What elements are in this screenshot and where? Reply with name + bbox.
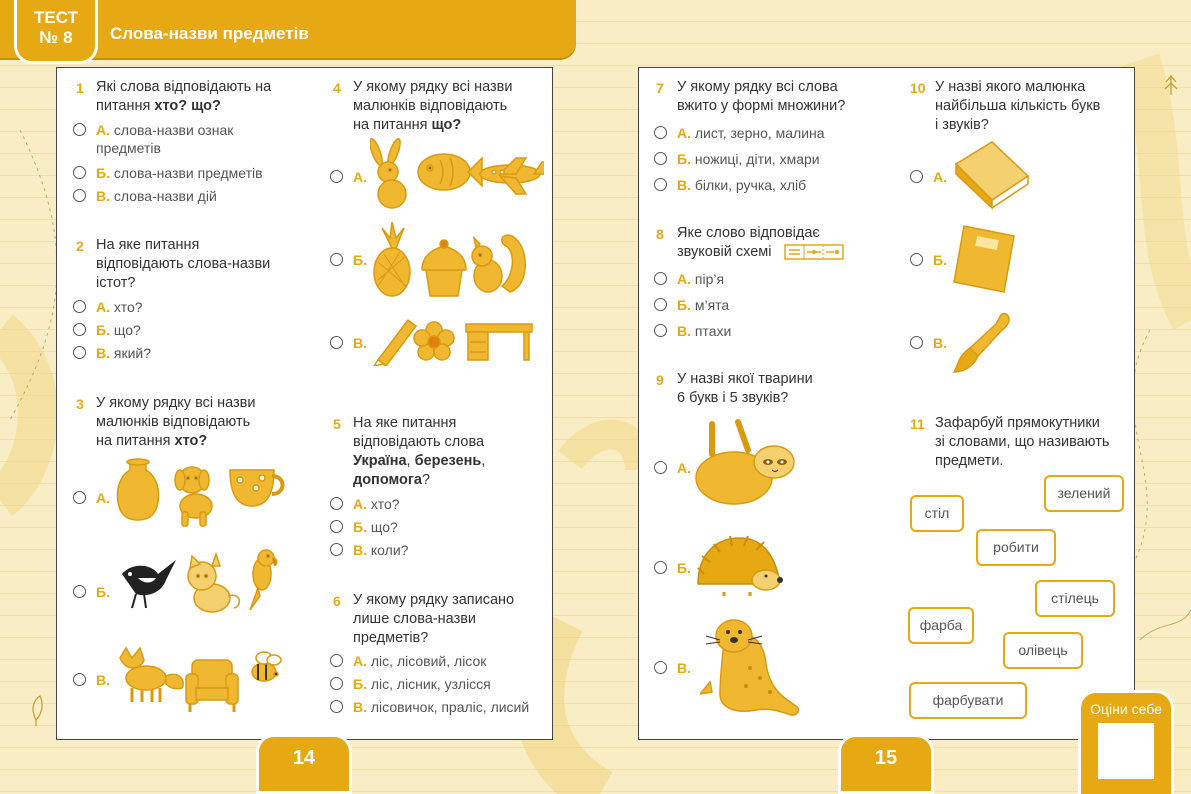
- radio-q3-b[interactable]: [73, 585, 86, 598]
- radio-q6-a[interactable]: [330, 654, 343, 667]
- radio-q8-b[interactable]: [654, 298, 667, 311]
- radio-q10-b[interactable]: [910, 253, 923, 266]
- word-box[interactable]: фарбувати: [909, 682, 1027, 719]
- q3-option-a-pictures: [112, 456, 292, 530]
- squirrel-icon: [472, 235, 525, 292]
- radio-q5-c[interactable]: [330, 543, 343, 556]
- question-number: 6: [333, 593, 341, 609]
- option-q8-c[interactable]: В. птахи: [677, 323, 732, 339]
- hedgehog-icon: [694, 534, 784, 598]
- option-q10-c[interactable]: В.: [933, 335, 947, 351]
- radio-q6-c[interactable]: [330, 700, 343, 713]
- question-number: 8: [656, 226, 664, 242]
- q3-option-b-pictures: [116, 546, 286, 624]
- question-2-text: На яке питання відповідають слова-назви істот?: [96, 237, 271, 291]
- puppy-icon: [175, 467, 212, 526]
- option-q2-a[interactable]: А. хто?: [96, 299, 143, 315]
- fox-icon: [120, 648, 183, 702]
- question-number: 4: [333, 80, 341, 96]
- tree-icon: [1165, 75, 1177, 95]
- flower-icon: [414, 322, 454, 360]
- seal-icon: [700, 612, 810, 722]
- option-q1-a[interactable]: А. слова-назви ознак предметів: [96, 122, 234, 156]
- notebook-icon: [952, 222, 1018, 294]
- radio-q4-c[interactable]: [330, 336, 343, 349]
- sound-scheme-icon: [784, 243, 844, 261]
- radio-q6-b[interactable]: [330, 677, 343, 690]
- option-q1-b[interactable]: Б. слова-назви предметів: [96, 165, 263, 181]
- fish-icon: [418, 154, 482, 190]
- question-number: 11: [910, 416, 925, 432]
- airplane-icon: [480, 158, 544, 194]
- question-number: 1: [76, 80, 84, 96]
- question-number: 2: [76, 238, 84, 254]
- q4-option-c-pictures: [370, 316, 536, 366]
- radio-q3-a[interactable]: [73, 491, 86, 504]
- question-number: 3: [76, 396, 84, 412]
- question-3-text: У якому рядку всі назви малюнків відповідають на питання хто?: [96, 395, 256, 449]
- pencil-icon: [374, 320, 416, 366]
- question-4-text: У якому рядку всі назви малюнків відповідають на питання що?: [353, 79, 513, 133]
- page-title: Слова-назви предметів: [110, 24, 309, 43]
- question-1-text: Які слова відповідають на питання хто? що?: [96, 79, 272, 114]
- q4-option-a-pictures: [370, 138, 544, 212]
- question-10-text: У назві якого малюнка найбільша кількість букв і звуків?: [935, 79, 1101, 133]
- cup-icon: [230, 470, 283, 506]
- radio-q7-a[interactable]: [654, 126, 667, 139]
- cupcake-icon: [422, 240, 466, 296]
- question-number: 9: [656, 372, 664, 388]
- radio-q2-b[interactable]: [73, 323, 86, 336]
- radio-q2-a[interactable]: [73, 300, 86, 313]
- word-box[interactable]: робити: [976, 529, 1056, 566]
- word-box[interactable]: стілець: [1035, 580, 1115, 617]
- radio-q2-c[interactable]: [73, 346, 86, 359]
- self-evaluation-panel: [1078, 690, 1174, 794]
- radio-q8-c[interactable]: [654, 324, 667, 337]
- book-icon: [952, 140, 1032, 210]
- radio-q3-c[interactable]: [73, 673, 86, 686]
- word-box[interactable]: олівець: [1003, 632, 1083, 669]
- question-6-text: У якому рядку записано лише слова-назви предметів?: [353, 592, 515, 646]
- pineapple-icon: [374, 222, 410, 296]
- q3-option-c-pictures: [116, 642, 284, 716]
- option-q2-c[interactable]: В. який?: [96, 345, 152, 361]
- question-9-text: У назві якої тварини 6 букв і 5 звуків?: [677, 371, 813, 406]
- option-q9-c[interactable]: В.: [677, 660, 691, 676]
- question-7-text: У якому рядку всі слова вжито у формі множини?: [677, 79, 846, 114]
- radio-q9-c[interactable]: [654, 661, 667, 674]
- option-q4-a[interactable]: А.: [353, 169, 367, 185]
- parrot-icon: [250, 550, 277, 610]
- radio-q1-b[interactable]: [73, 166, 86, 179]
- option-q10-a[interactable]: А.: [933, 169, 947, 185]
- vase-icon: [118, 459, 159, 520]
- option-q7-a[interactable]: А. лист, зерно, малина: [677, 125, 825, 141]
- option-q2-b[interactable]: Б. що?: [96, 322, 141, 338]
- bee-icon: [252, 652, 281, 681]
- test-number: № 8: [39, 28, 73, 47]
- feather-icon: [33, 696, 42, 726]
- question-number: 5: [333, 416, 341, 432]
- question-5-text: На яке питання відповідають слова Україна, березень, допомога?: [353, 415, 486, 488]
- option-q5-a[interactable]: А. хто?: [353, 496, 400, 512]
- rabbit-icon: [370, 138, 406, 208]
- option-q4-c[interactable]: В.: [353, 335, 367, 351]
- option-q5-c[interactable]: В. коли?: [353, 542, 409, 558]
- magpie-icon: [122, 560, 176, 608]
- option-q6-a[interactable]: А. ліс, лісовий, лісок: [353, 653, 487, 669]
- option-q4-b[interactable]: Б.: [353, 252, 367, 268]
- page-number-left: 14: [256, 734, 352, 794]
- radio-q10-c[interactable]: [910, 336, 923, 349]
- option-q6-b[interactable]: Б. ліс, лісник, узлісся: [353, 676, 491, 692]
- self-evaluation-label: Оціни себе: [1090, 701, 1162, 717]
- option-q3-c[interactable]: В.: [96, 672, 110, 688]
- option-q8-b[interactable]: Б. м’ята: [677, 297, 730, 313]
- question-number: 7: [656, 80, 664, 96]
- radio-q4-b[interactable]: [330, 253, 343, 266]
- option-q3-a[interactable]: А.: [96, 490, 110, 506]
- page-number-right: 15: [838, 734, 934, 794]
- radio-q1-a[interactable]: [73, 123, 86, 136]
- radio-q7-b[interactable]: [654, 152, 667, 165]
- question-11-text: Зафарбуй прямокутники зі словами, що називають предмети.: [935, 415, 1110, 469]
- radio-q5-a[interactable]: [330, 497, 343, 510]
- word-box[interactable]: фарба: [908, 607, 974, 644]
- word-box[interactable]: стіл: [910, 495, 964, 532]
- option-q5-b[interactable]: Б. що?: [353, 519, 398, 535]
- radio-q7-c[interactable]: [654, 178, 667, 191]
- self-evaluation-box[interactable]: [1098, 723, 1154, 779]
- option-q6-c[interactable]: В. лісовичок, праліс, лисий: [353, 699, 530, 715]
- option-q1-c[interactable]: В. слова-назви дій: [96, 188, 217, 204]
- radio-q9-a[interactable]: [654, 461, 667, 474]
- question-8-text: Яке слово відповідає звуковій схемі: [677, 225, 820, 260]
- armchair-icon: [186, 660, 238, 712]
- radio-q10-a[interactable]: [910, 170, 923, 183]
- radio-q5-b[interactable]: [330, 520, 343, 533]
- option-q9-a[interactable]: А.: [677, 460, 691, 476]
- test-badge: [14, 0, 98, 64]
- paintbrush-icon: [950, 310, 1012, 376]
- sloth-icon: [694, 418, 804, 510]
- question-number: 10: [910, 80, 926, 96]
- option-q3-b[interactable]: Б.: [96, 584, 110, 600]
- option-q7-c[interactable]: В. білки, ручка, хліб: [677, 177, 807, 193]
- option-q9-b[interactable]: Б.: [677, 560, 691, 576]
- radio-q8-a[interactable]: [654, 272, 667, 285]
- test-label: ТЕСТ: [34, 8, 78, 27]
- q4-option-b-pictures: [370, 222, 530, 300]
- desk-icon: [466, 324, 532, 360]
- kitten-icon: [188, 554, 239, 612]
- word-box[interactable]: зелений: [1044, 475, 1124, 512]
- radio-q9-b[interactable]: [654, 561, 667, 574]
- option-q8-a[interactable]: А. пір’я: [677, 271, 725, 287]
- radio-q1-c[interactable]: [73, 189, 86, 202]
- option-q10-b[interactable]: Б.: [933, 252, 947, 268]
- radio-q4-a[interactable]: [330, 170, 343, 183]
- option-q7-b[interactable]: Б. ножиці, діти, хмари: [677, 151, 820, 167]
